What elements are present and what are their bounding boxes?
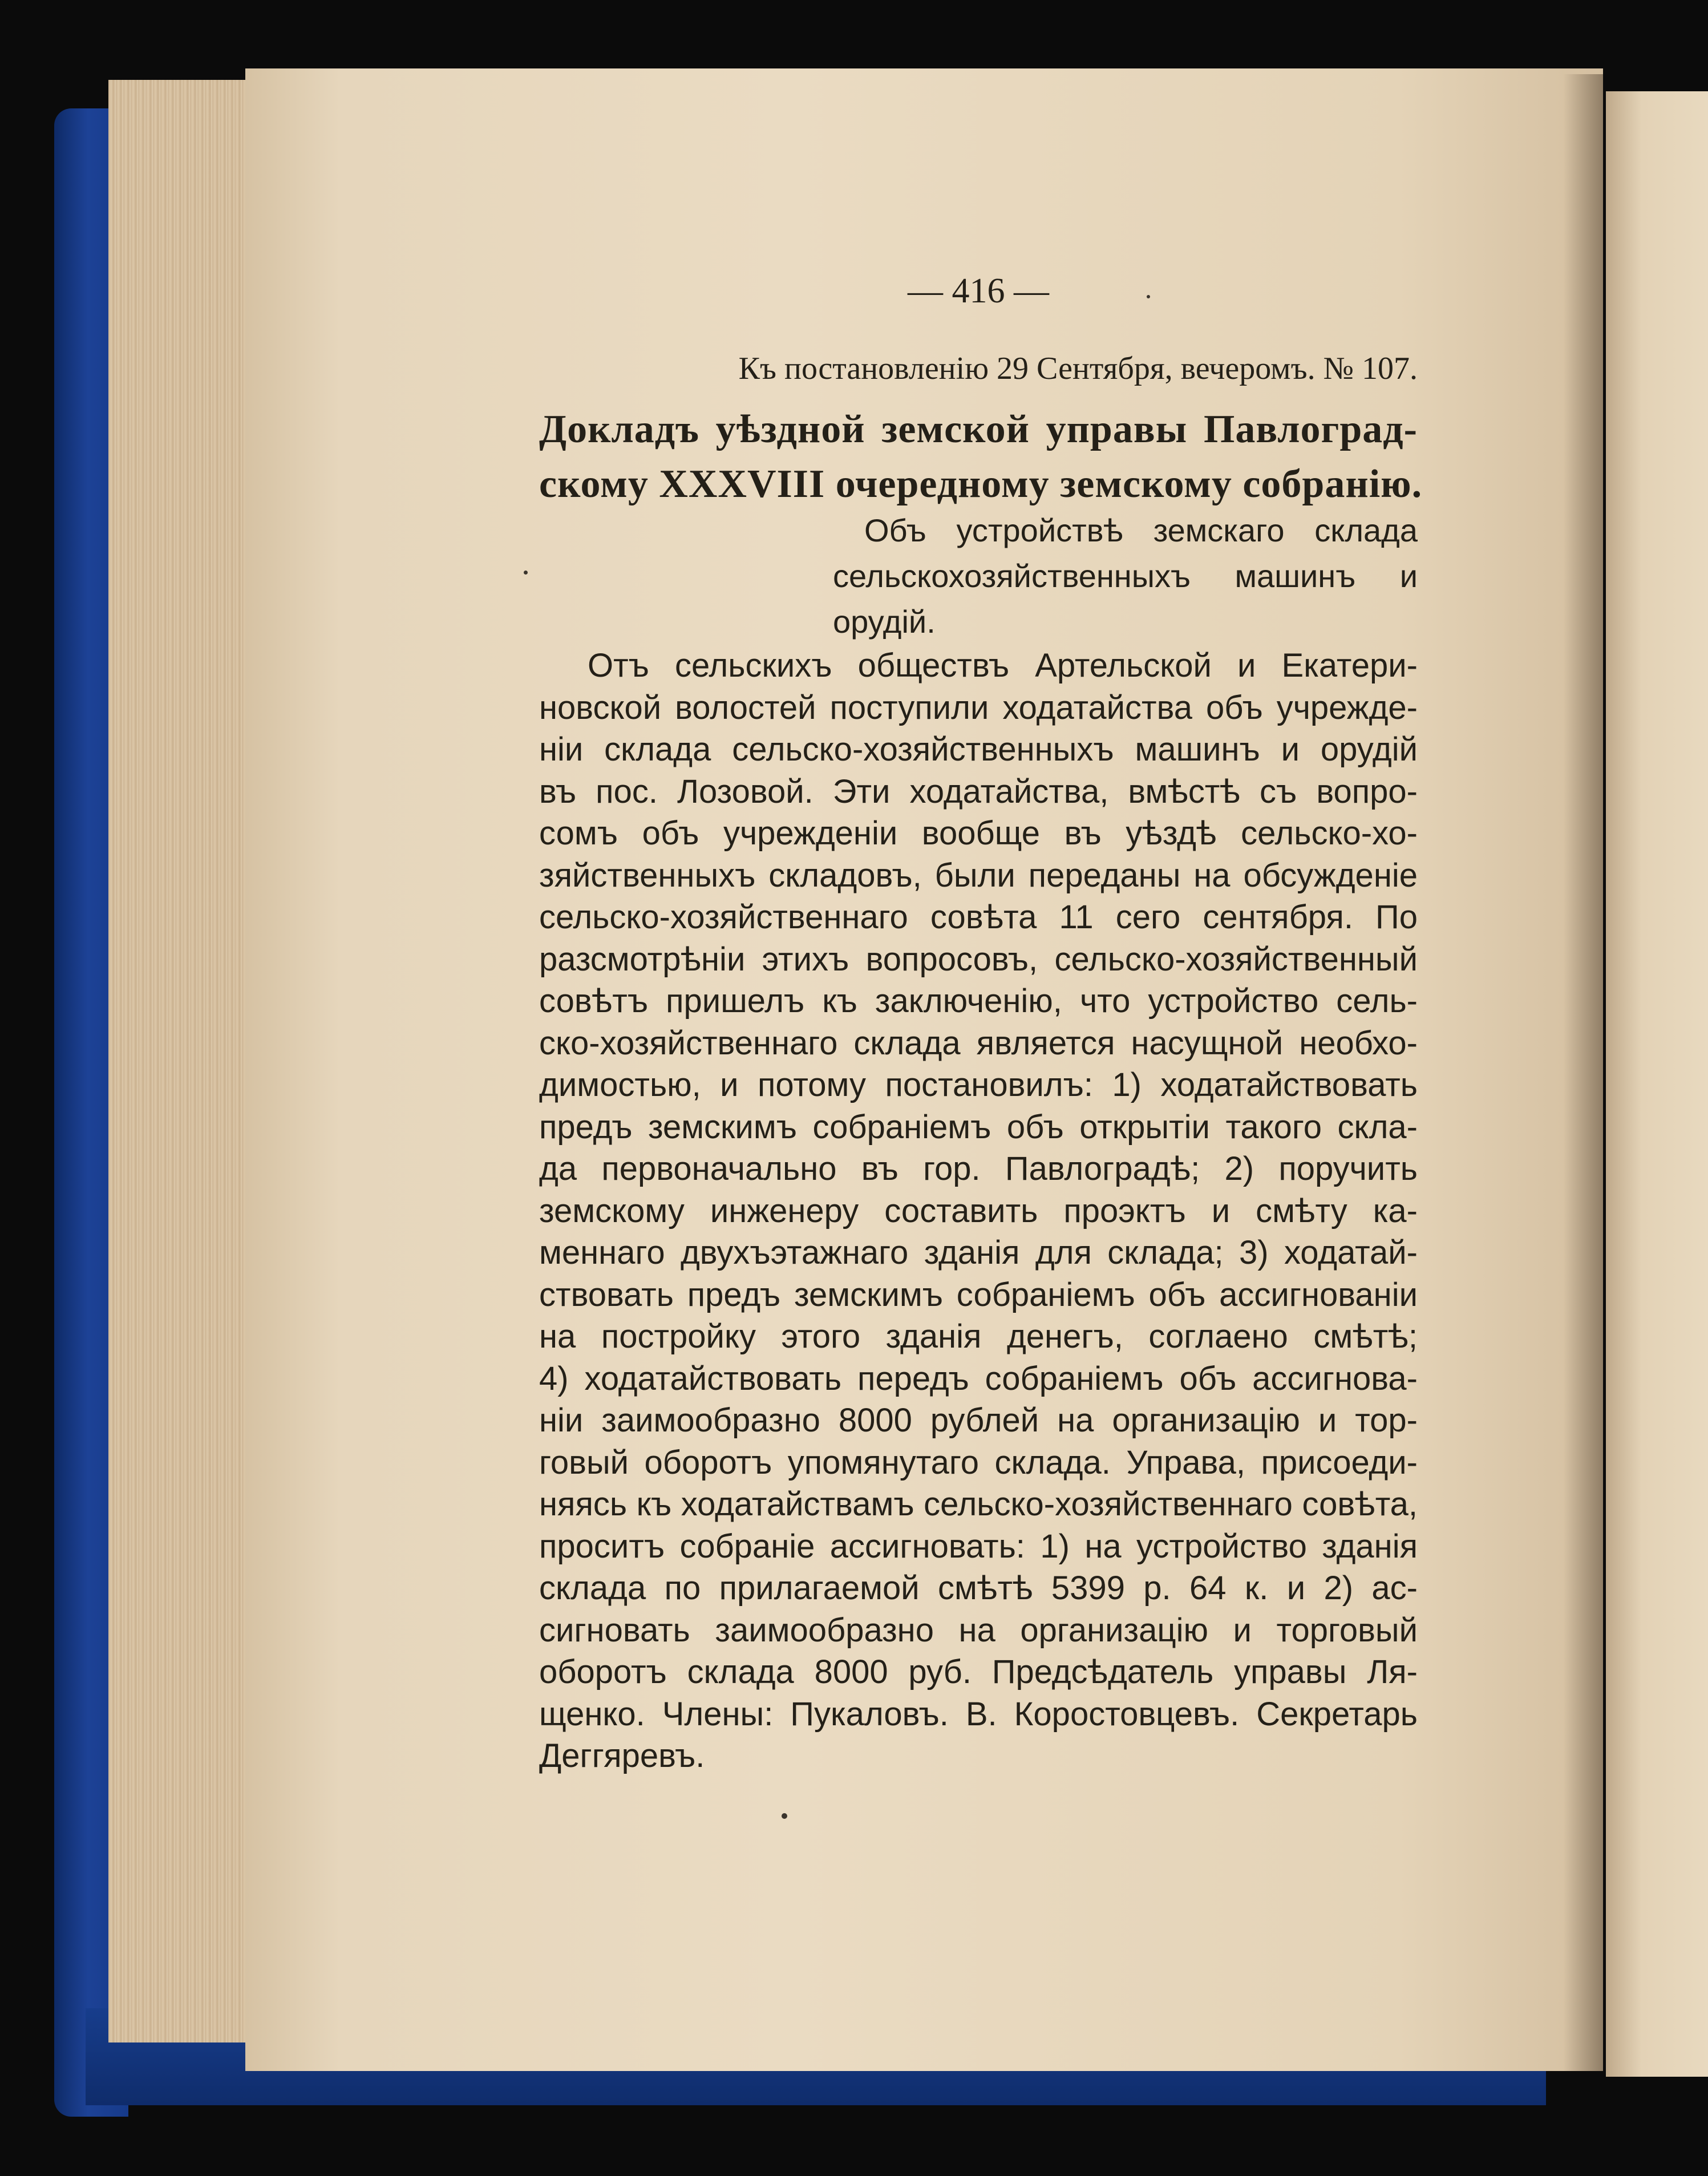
body-line: совѣтъ пришелъ къ заключенію, что устройство сель-	[539, 982, 1418, 1020]
body-line: сигновать заимообразно на организацію и торговый	[539, 1611, 1418, 1649]
body-line: ніи заимообразно 8000 рублей на организацію и тор-	[539, 1402, 1418, 1439]
body-line: проситъ собраніе ассигновать: 1) на устройство зданія	[539, 1527, 1418, 1565]
body-line: да первоначально въ гор. Павлоградѣ; 2) поручить	[539, 1150, 1418, 1187]
report-subject	[833, 508, 1418, 645]
body-line: щенко. Члены: Пукаловъ. В. Коростовцевъ. Секретарь	[539, 1695, 1418, 1733]
subject-line: сельскохозяйственныхъ машинъ и	[833, 558, 1418, 594]
ink-speck	[782, 1813, 787, 1819]
report-body	[539, 645, 1418, 1777]
body-line: на постройку этого зданія денегъ, соглаено смѣтѣ;	[539, 1318, 1418, 1355]
body-line: въ пос. Лозовой. Эти ходатайства, вмѣстѣ съ вопро-	[539, 772, 1418, 810]
body-line: ніи склада сельско-хозяйственныхъ машинъ и орудій	[539, 731, 1418, 768]
subject-line: орудій.	[833, 604, 936, 640]
subject-line: Объ устройствѣ земскаго склада	[864, 512, 1418, 548]
heading-line: Докладъ уѣздной земской управы Павлоград-	[539, 407, 1418, 451]
body-line: оборотъ склада 8000 руб. Предсѣдатель управы Ля-	[539, 1653, 1418, 1690]
page-gutter	[1563, 74, 1603, 2071]
body-line: земскому инженеру составить проэктъ и смѣту ка-	[539, 1192, 1418, 1229]
body-line: няясь къ ходатайствамъ сельско-хозяйственнаго совѣта,	[539, 1486, 1418, 1523]
page-number: — 416 —	[908, 272, 1049, 310]
report-heading	[539, 402, 1423, 512]
resolution-reference: Къ постановленію 29 Сентября, вечеромъ. № 107.	[738, 351, 1418, 386]
body-line: разсмотрѣніи этихъ вопросовъ, сельско-хозяйственный	[539, 940, 1418, 978]
ink-speck	[524, 571, 528, 575]
body-line: ско-хозяйственнаго склада является насущной необхо-	[539, 1024, 1418, 1062]
body-line: меннаго двухъэтажнаго зданія для склада; 3) ходатай-	[539, 1234, 1418, 1271]
body-line: ствовать предъ земскимъ собраніемъ объ ассигнованіи	[539, 1276, 1418, 1313]
heading-line: скому XXXVIII очередному земскому собранію.	[539, 462, 1423, 506]
body-line: новской волостей поступили ходатайства объ учрежде-	[539, 689, 1418, 726]
body-line: Отъ сельскихъ обществъ Артельской и Екатери-	[588, 647, 1418, 684]
body-line: зяйственныхъ складовъ, были переданы на обсужденіе	[539, 856, 1418, 894]
facing-page-edge	[1606, 91, 1708, 2077]
body-line: сомъ объ учрежденіи вообще въ уѣздѣ сельско-хо-	[539, 815, 1418, 852]
body-line: предъ земскимъ собраніемъ объ открытіи такого скла-	[539, 1108, 1418, 1146]
body-line: склада по прилагаемой смѣтѣ 5399 р. 64 к. и 2) ас-	[539, 1570, 1418, 1607]
body-line: димостью, и потому постановилъ: 1) ходатайствовать	[539, 1066, 1418, 1103]
body-line: сельско-хозяйственнаго совѣта 11 сего сентября. По	[539, 899, 1418, 936]
body-line: Деггяревъ.	[539, 1737, 705, 1774]
body-line: 4) ходатайствовать передъ собраніемъ объ ассигнова-	[539, 1360, 1418, 1397]
ink-speck	[1147, 295, 1150, 298]
body-line: говый оборотъ упомянутаго склада. Управа, присоеди-	[539, 1443, 1418, 1481]
